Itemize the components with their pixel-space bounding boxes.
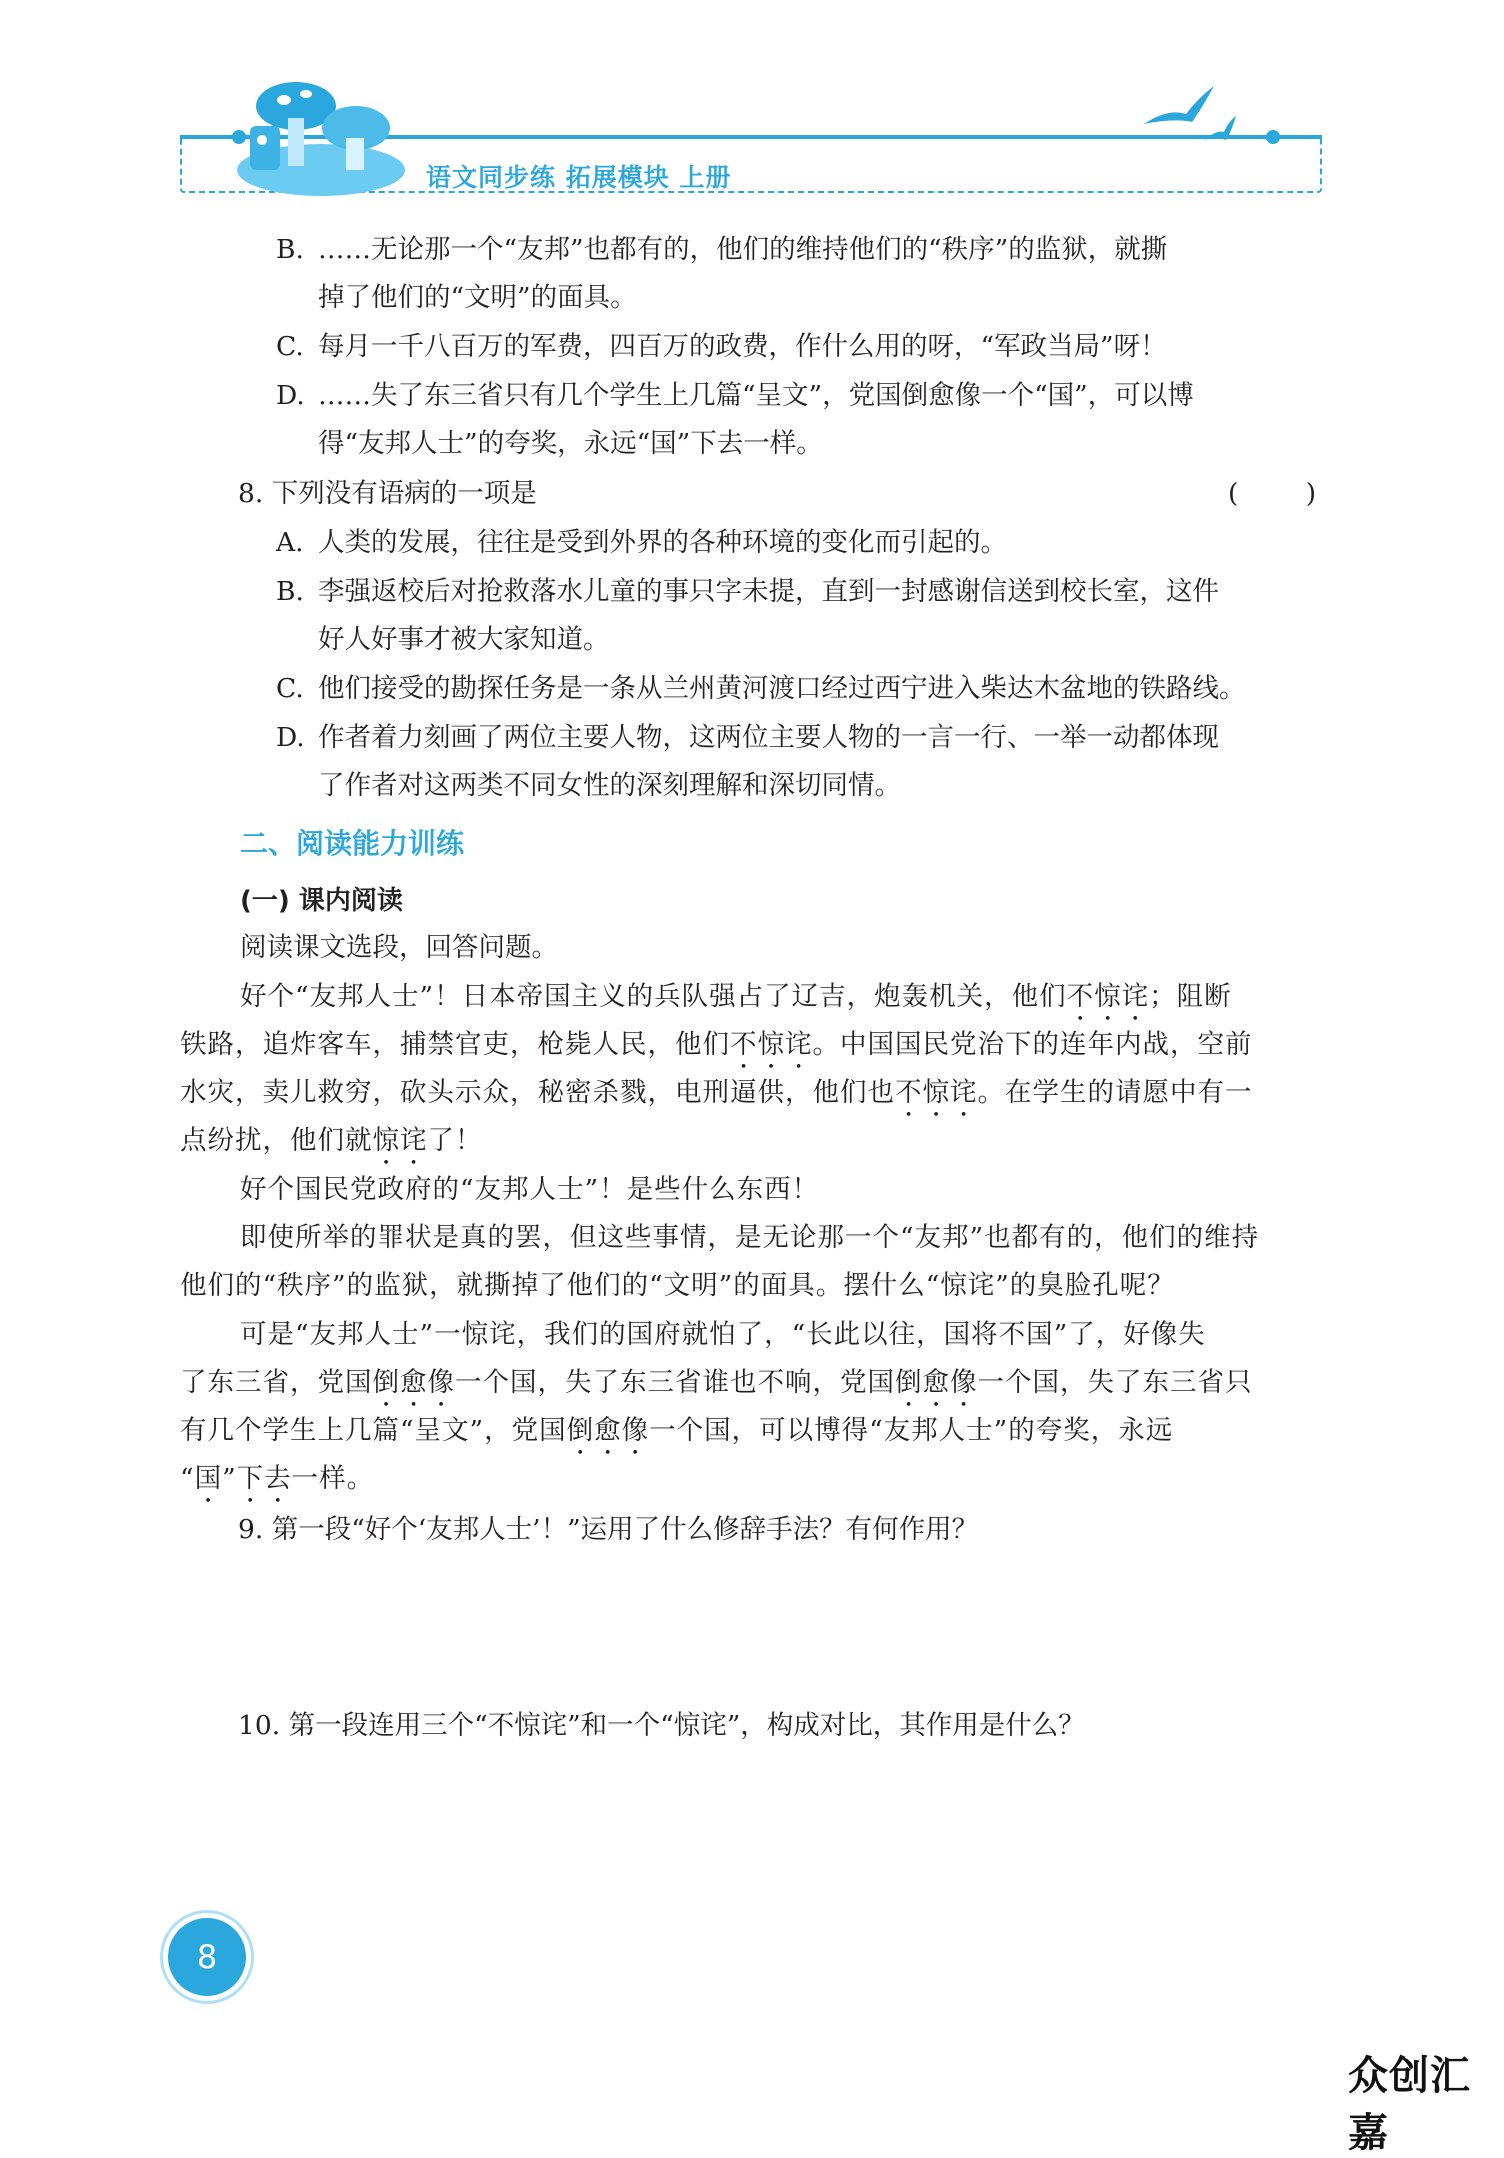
passage-p2: 好个国民党政府的“友邦人士”！是些什么东西！ [240, 1174, 820, 1205]
passage-p1-line1 [240, 977, 1232, 1027]
q8-option-b-label: B. [276, 576, 304, 607]
header-title: 语文同步练 拓展模块 上册 [426, 163, 732, 192]
passage-p4-line3 [180, 1411, 1173, 1461]
q7-option-d-line2: 得“友邦人士”的夸奖，永远“国”下去一样。 [318, 428, 823, 459]
emphasized-text: 惊诧 [372, 1125, 428, 1156]
header-dot-right [1266, 130, 1280, 144]
passage-p4-line2 [180, 1363, 1253, 1413]
q8-option-a [276, 523, 1007, 563]
passage-text: 了！ [427, 1125, 483, 1156]
section-title: 二、阅读能力训练 [240, 827, 465, 860]
q8-option-d [276, 718, 1219, 758]
emphasized-text: 不惊诧 [730, 1029, 813, 1060]
passage-text: 有几个学生上几篇“呈文”，党国 [180, 1415, 567, 1446]
passage-text: 一样。 [291, 1463, 375, 1494]
emphasized-text: 倒愈像 [372, 1367, 455, 1398]
passage-text: 一个国，可以博得“友邦人士”的夸奖，永远 [649, 1415, 1174, 1446]
q7-option-d-label: D. [276, 380, 305, 411]
passage-p4-line1: 可是“友邦人士”一惊诧，我们的国府就怕了，“长此以往，国将不国”了，好像失 [240, 1319, 1206, 1350]
passage-text: 。在学生的请愿中有一 [977, 1077, 1253, 1108]
q7-option-c-text: 每月一千八百万的军费，四百万的政费，作什么用的呀，“军政当局”呀！ [318, 331, 1167, 362]
emphasized-text: 不惊诧 [895, 1077, 978, 1108]
q8-option-b [276, 572, 1219, 612]
q7-option-c [276, 327, 1167, 367]
q8-option-d-label: D. [276, 722, 305, 753]
q8-option-c-label: C. [276, 673, 304, 704]
emphasized-text: 下去 [236, 1463, 292, 1494]
mushroom-house-logo-icon [236, 78, 406, 196]
emphasized-text: 倒愈像 [895, 1367, 978, 1398]
passage-text: 点纷扰，他们就 [180, 1125, 373, 1156]
q7-option-b-line2: 掉了他们的“文明”的面具。 [318, 282, 637, 313]
emphasized-text: 国 [194, 1463, 223, 1494]
q7-option-c-label: C. [276, 331, 304, 362]
passage-p1-line4 [180, 1121, 483, 1171]
question-9: 9. 第一段“好个‘友邦人士’！”运用了什么修辞手法？有何作用？ [238, 1514, 979, 1545]
q7-option-d-text: ……失了东三省只有几个学生上几篇“呈文”，党国倒愈像一个“国”，可以博 [318, 380, 1194, 411]
watermark: 众创汇嘉 [1348, 2053, 1471, 2156]
q8-option-d-text: 作者着力刻画了两位主要人物，这两位主要人物的一言一行、一举一动都体现 [318, 722, 1219, 753]
passage-text: 一个国，失了东三省谁也不响，党国 [455, 1367, 895, 1398]
q8-option-a-text: 人类的发展，往往是受到外界的各种环境的变化而引起的。 [318, 527, 1007, 558]
passage-p1-line2 [180, 1025, 1253, 1075]
q8-option-d-line2: 了作者对这两类不同女性的深刻理解和深切同情。 [318, 770, 901, 801]
passage-text: 一个国，失了东三省只 [977, 1367, 1253, 1398]
passage-text: 铁路，追炸客车，捕禁官吏，枪毙人民，他们 [180, 1029, 730, 1060]
question-10: 10. 第一段连用三个“不惊诧”和一个“惊诧”，构成对比，其作用是什么？ [238, 1710, 1085, 1741]
reading-instruction: 阅读课文选段，回答问题。 [240, 932, 558, 963]
q7-option-b-text: ……无论那一个“友邦”也都有的，他们的维持他们的“秩序”的监狱，就撕 [318, 234, 1168, 265]
q8-option-a-label: A. [276, 527, 304, 558]
q8-option-c [276, 669, 1246, 709]
passage-text: ；阻断 [1149, 981, 1232, 1012]
emphasized-text: 不惊诧 [1066, 981, 1150, 1012]
q8-answer-blank[interactable]: ( ) [1228, 478, 1317, 509]
birds-icon [1138, 84, 1238, 146]
passage-text: 好个“友邦人士”！日本帝国主义的兵队强占了辽吉，炮轰机关，他们 [240, 981, 1067, 1012]
passage-p3-line2: 他们的“秩序”的监狱，就撕掉了他们的“文明”的面具。摆什么“惊诧”的臭脸孔呢？ [180, 1270, 1175, 1301]
passage-text: “ [180, 1463, 195, 1494]
passage-p1-line3 [180, 1073, 1253, 1123]
passage-text: 水灾，卖儿救穷，砍头示众，秘密杀戮，电刑逼供，他们也 [180, 1077, 895, 1108]
subsection-title: (一) 课内阅读 [240, 886, 403, 916]
q8-option-c-text: 他们接受的勘探任务是一条从兰州黄河渡口经过西宁进入柴达木盆地的铁路线。 [318, 673, 1246, 704]
q8-stem: 8. 下列没有语病的一项是 [238, 478, 537, 509]
q7-option-b [276, 230, 1167, 270]
passage-text: ” [222, 1463, 237, 1494]
q8-option-b-line2: 好人好事才被大家知道。 [318, 624, 610, 655]
q8-option-b-text: 李强返校后对抢救落水儿童的事只字未提，直到一封感谢信送到校长室，这件 [318, 576, 1219, 607]
page-number-badge: 8 [168, 1918, 246, 1996]
q7-option-d [276, 376, 1194, 416]
emphasized-text: 倒愈像 [566, 1415, 650, 1446]
passage-text: 。中国国民党治下的连年内战，空前 [812, 1029, 1253, 1060]
passage-p4-line4 [180, 1459, 374, 1509]
passage-p3-line1: 即使所举的罪状是真的罢，但这些事情，是无论那一个“友邦”也都有的，他们的维持 [240, 1222, 1260, 1253]
passage-text: 了东三省，党国 [180, 1367, 373, 1398]
q7-option-b-label: B. [276, 234, 304, 265]
